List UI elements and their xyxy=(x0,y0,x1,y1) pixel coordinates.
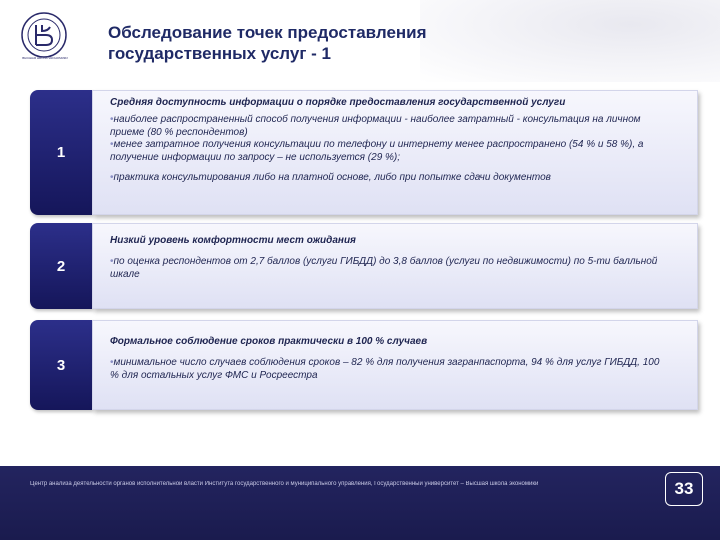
hse-logo-icon xyxy=(12,4,76,78)
block-text xyxy=(110,114,668,185)
block-text xyxy=(110,256,668,281)
finding-block-1 xyxy=(30,90,698,215)
finding-block-2 xyxy=(30,223,698,309)
block-number: 3 xyxy=(30,320,92,410)
list-item: •по оценка респондентов от 2,7 баллов (услуги ГИБДД) до 3,8 баллов (услуги по недвижимости) по 5-ти балльной шкале xyxy=(110,256,658,280)
block-title: Формальное соблюдение сроков практически в 100 % случаев xyxy=(110,336,428,347)
block-title: Низкий уровень комфортности мест ожидания xyxy=(110,235,356,246)
block-text xyxy=(110,357,668,382)
footer xyxy=(0,466,720,540)
finding-block-3 xyxy=(30,320,698,410)
list-item: •практика консультирования либо на платной основе, либо при попытке сдачи документов xyxy=(110,172,551,183)
page-number: 33 xyxy=(665,472,703,506)
list-item: •минимальное число случаев соблюдения сроков – 82 % для получения загранпаспорта, 94 % для услуг ГИБДД, 100 % для остальных услуг ФМС и Росреестра xyxy=(110,357,660,381)
logo-caption: ВЫСШАЯ ШКОЛА ЭКОНОМИКИ xyxy=(22,56,68,60)
list-item: •наиболее распространенный способ получения информации - наиболее затратный - консультация на личном приеме (80 % респондентов) xyxy=(110,114,641,138)
block-number: 2 xyxy=(30,223,92,309)
footer-text: Центр анализа деятельности органов исполнительной власти Института государственного и муниципального управления, Государственный университет – Высшая школа экономики xyxy=(30,481,539,487)
block-title: Средняя доступность информации о порядке предоставления государственной услуги xyxy=(110,97,566,108)
block-number: 1 xyxy=(30,90,92,215)
header xyxy=(0,0,720,82)
page-title: Обследование точек предоставления государственных услуг - 1 xyxy=(108,23,427,63)
list-item: •менее затратное получения консультации по телефону и интернету менее распространено (54 % и 58 %), а получение информации по запросу – не используется (29 %); xyxy=(110,139,644,163)
